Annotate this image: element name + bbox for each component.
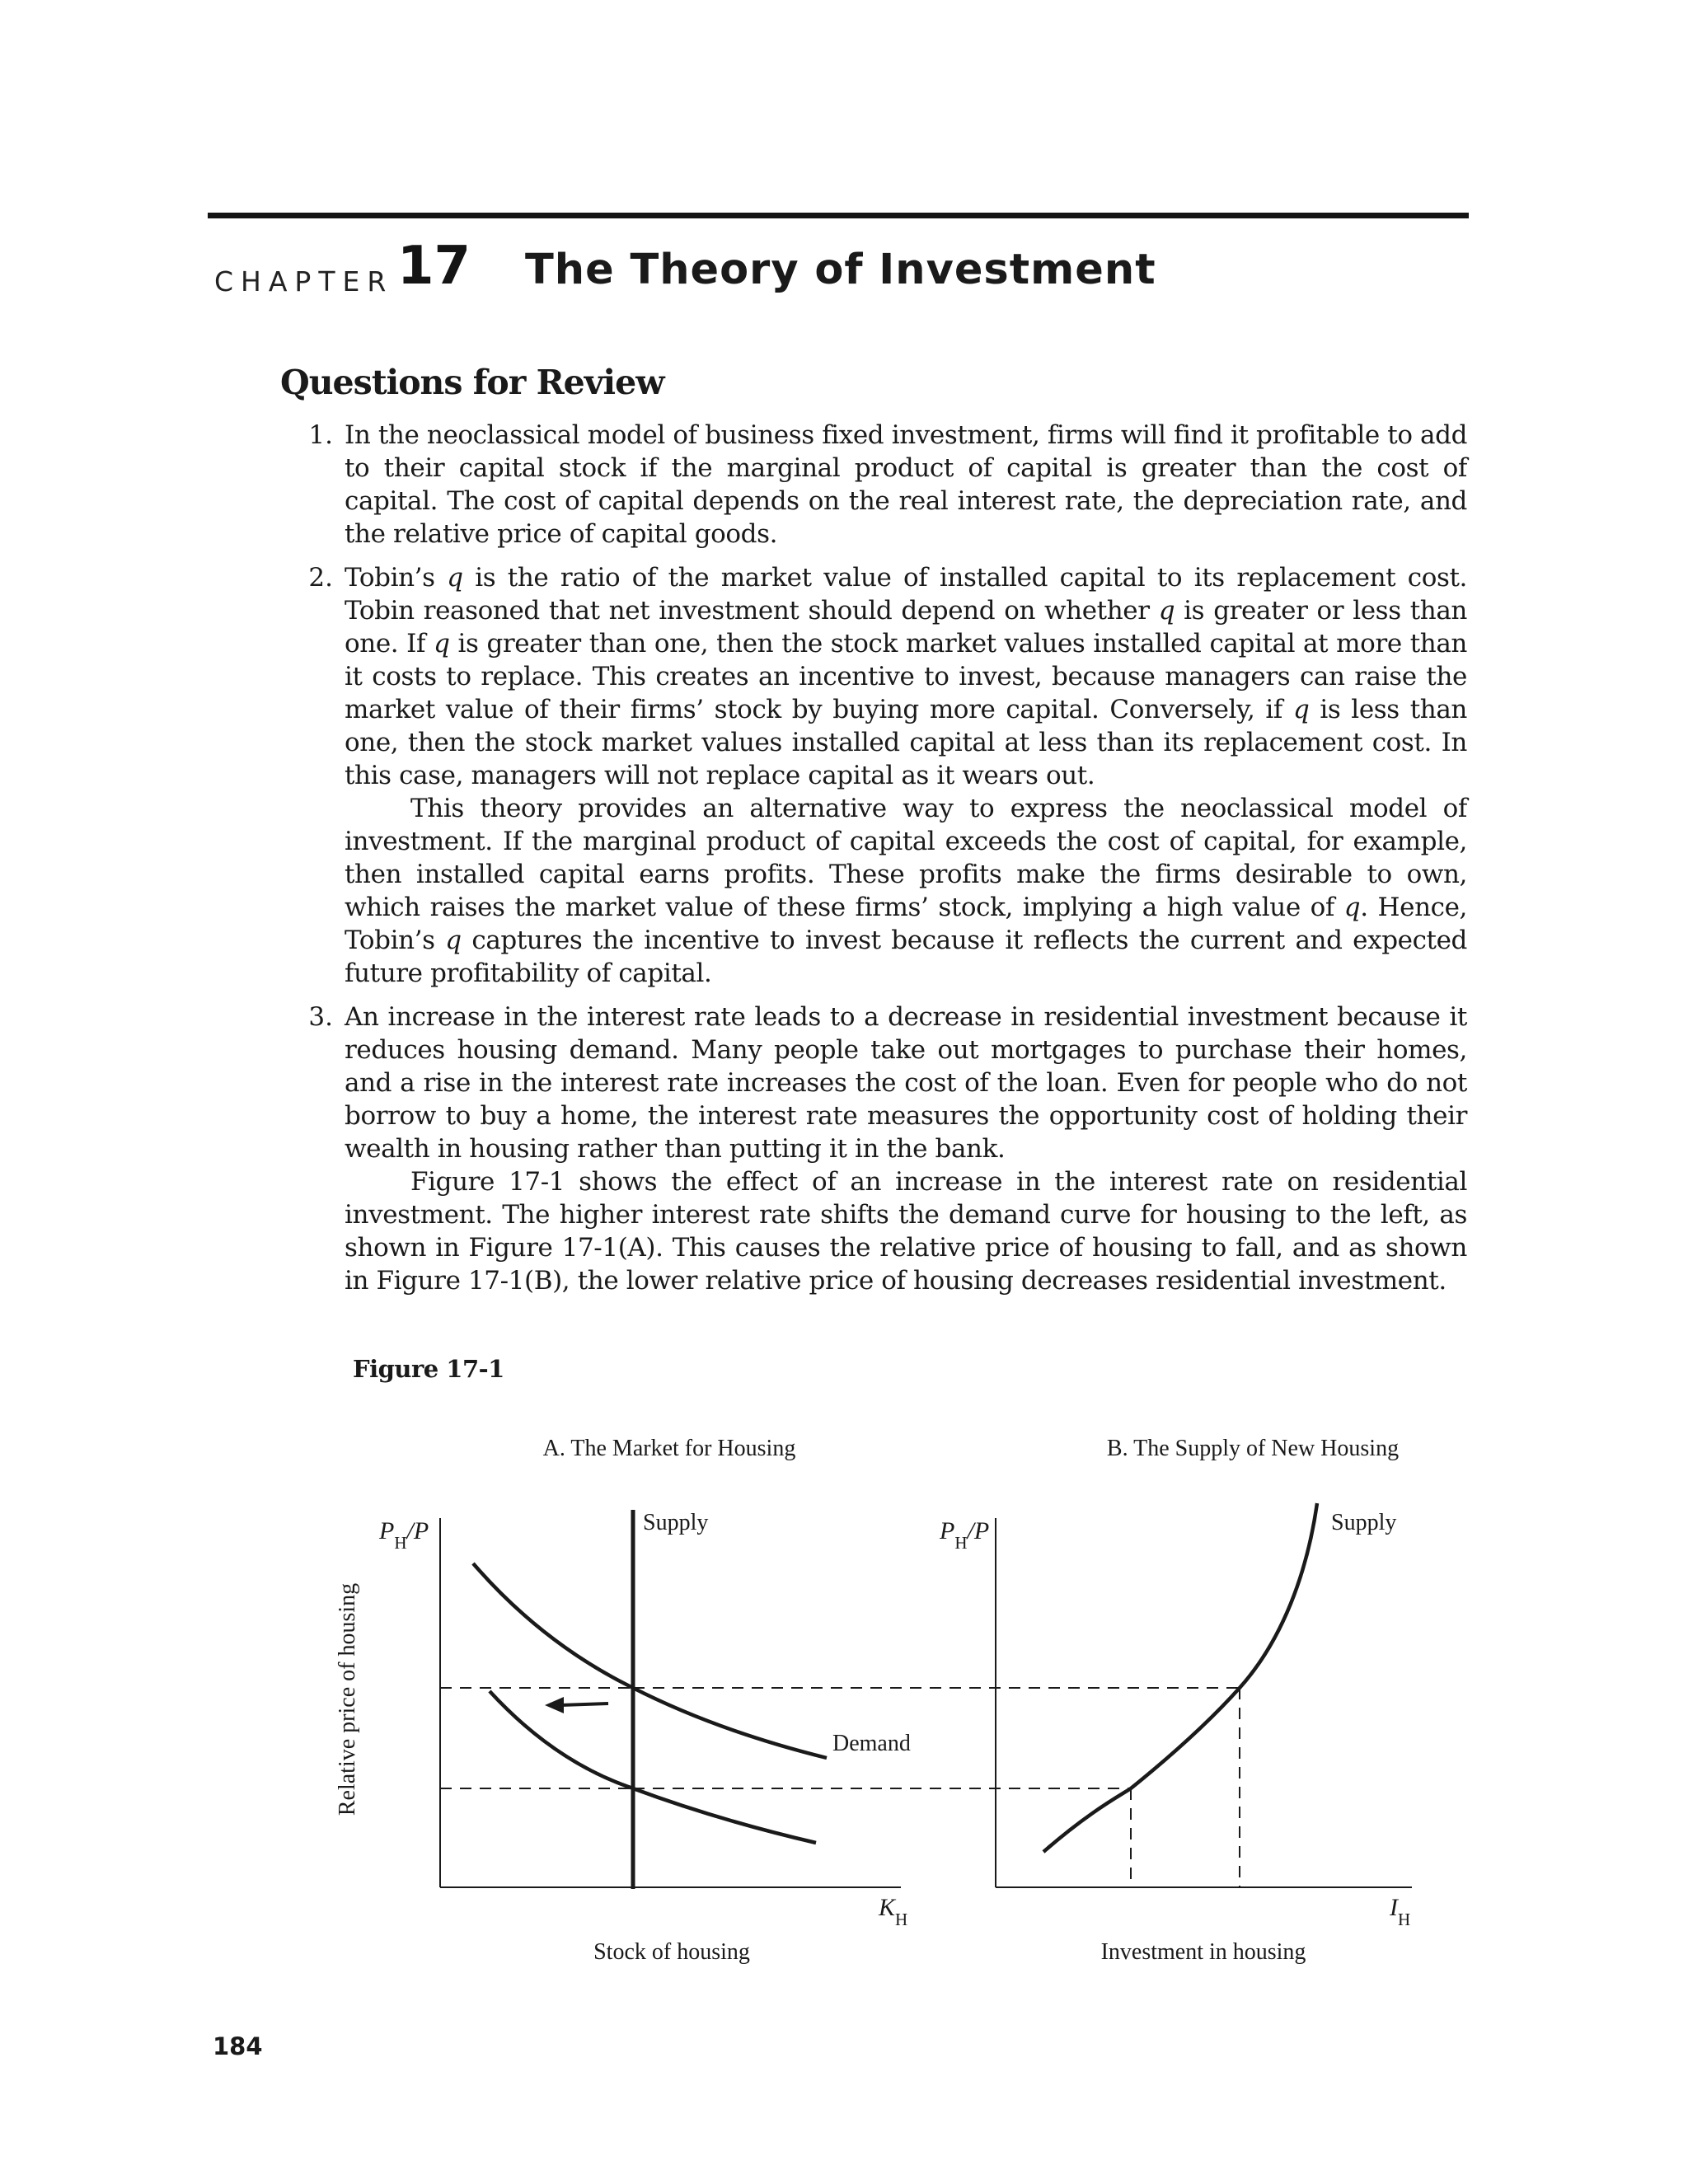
x-label-k: K bbox=[879, 1894, 896, 1921]
figure-label: Figure 17-1 bbox=[353, 1355, 504, 1383]
demand-label: Demand bbox=[832, 1731, 911, 1756]
panel-a-title: A. The Market for Housing bbox=[542, 1436, 796, 1461]
panel-b bbox=[633, 1436, 1412, 1965]
x-label-sub: H bbox=[895, 1910, 908, 1929]
question-number: 2. bbox=[308, 563, 333, 593]
y-label-tail: /P bbox=[967, 1517, 990, 1544]
y-label-sub: H bbox=[954, 1533, 968, 1553]
chapter-title: The Theory of Investment bbox=[525, 246, 1156, 294]
answer-paragraph: Figure 17-1 shows the effect of an increase in the interest rate on residential investment. The higher interest rate shifts the demand curve for housing to the left, as shown in Figure 17-1(A). This causes the relative price of housing to fall, and as shown in Figure 17-1(B), the lower relative price of housing decreases residential investment. bbox=[345, 1167, 1467, 1296]
question-number: 1. bbox=[308, 420, 333, 450]
section-title: Questions for Review bbox=[280, 363, 664, 402]
panel-b-y-label bbox=[939, 1517, 989, 1553]
panel-b-title: B. The Supply of New Housing bbox=[1106, 1436, 1400, 1461]
y-label-p: P bbox=[940, 1517, 955, 1544]
shift-arrow-shaft bbox=[560, 1704, 608, 1705]
demand-curve-shifted bbox=[490, 1691, 816, 1843]
question-number: 3. bbox=[308, 1002, 333, 1032]
answer-paragraph: In the neoclassical model of business fixed investment, firms will find it profitable to add to their capital stock if the marginal product of capital is greater than the cost of capital. The cost of capital depends on the real interest rate, the depreciation rate, and the relative price of capital goods. bbox=[345, 420, 1468, 549]
y-label-tail: /P bbox=[406, 1517, 429, 1544]
supply-curve-b bbox=[1043, 1503, 1317, 1852]
page-number: 184 bbox=[213, 2032, 263, 2060]
answer-paragraph: This theory provides an alternative way to express the neoclassical model of investment. If the marginal product of capital exceeds the cost of capital, for example, then installed capital earns profits. These profits make the firms desirable to own, which raises the market value of these firms’ stock, implying a high value of q. Hence, Tobin’s q captures the incentive to invest because it reflects the current and expected future profitability of capital. bbox=[345, 794, 1467, 988]
answer-paragraph: Tobin’s q is the ratio of the market value of installed capital to its replacement cost. Tobin reasoned that net investment should depend on whether q is greater or less than one. If q is greater than one, then the stock market values installed capital at more than it costs to replace. This creates an incentive to invest, because managers can raise the market value of their firms’ stock by buying more capital. Conversely, if q is less than one, then the stock market values installed capital at less than its replacement cost. In this case, managers will not replace capital as it wears out. bbox=[345, 563, 1468, 790]
panel-b-x-caption: Investment in housing bbox=[1100, 1939, 1306, 1965]
panel-a bbox=[378, 1436, 911, 1965]
chapter-label: CHAPTER bbox=[214, 265, 394, 298]
panel-a-x-label bbox=[878, 1894, 907, 1929]
x-label-i: I bbox=[1390, 1894, 1398, 1921]
supply-label-b: Supply bbox=[1331, 1510, 1397, 1535]
panel-a-x-caption: Stock of housing bbox=[593, 1939, 750, 1965]
panel-a-y-label bbox=[378, 1517, 429, 1553]
panel-b-x-label bbox=[1389, 1894, 1410, 1929]
y-axis-title: Relative price of housing bbox=[335, 1582, 360, 1816]
y-label-p: P bbox=[379, 1517, 395, 1544]
left-arrow-icon bbox=[545, 1697, 564, 1713]
answer-paragraph: An increase in the interest rate leads to a decrease in residential investment because it reduces housing demand. Many people take out mortgages to purchase their homes, and a rise in the interest rate increases the cost of the loan. Even for people who do not borrow to buy a home, the interest rate measures the opportunity cost of holding their wealth in housing rather than putting it in the bank. bbox=[345, 1002, 1467, 1164]
x-label-sub: H bbox=[1398, 1910, 1411, 1929]
supply-label-a: Supply bbox=[643, 1510, 709, 1535]
chapter-number: 17 bbox=[397, 236, 471, 297]
y-label-sub: H bbox=[394, 1533, 407, 1553]
